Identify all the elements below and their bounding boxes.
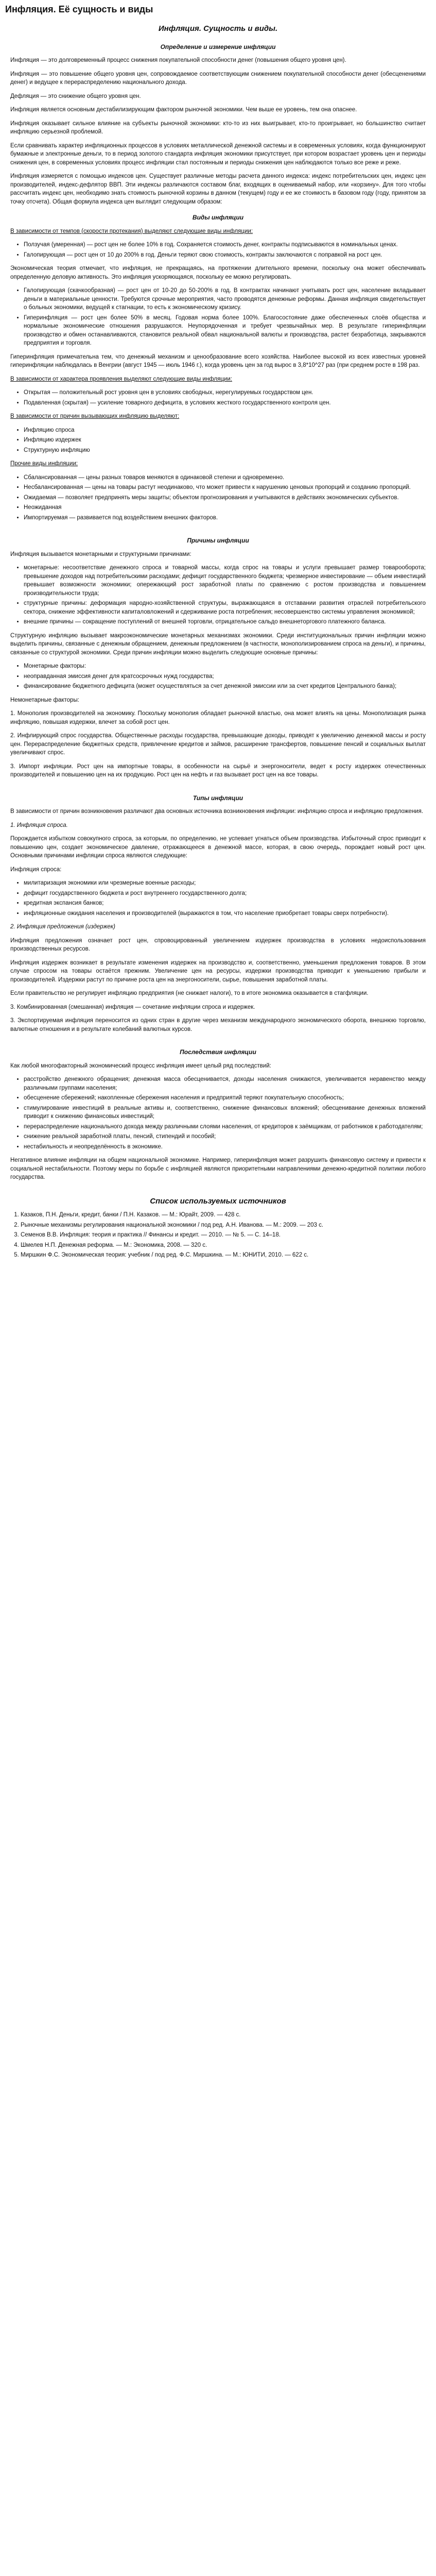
def-paragraph-5: Инфляция оказывает сильное влияние на субъекты рыночной экономики: кто-то из них выигрывает, кто-то проигрывает, но большинство считает инфляцию серьезной проблемой. (10, 120, 426, 135)
types-paragraph-6: Прочие виды инфляции: (10, 461, 78, 467)
list-item: • Ползучая (умеренная) — рост цен не более 10% в год. Сохраняется стоимость денег, контракты подписываются в номинальных ценах. (24, 241, 426, 249)
list-item: • кредитная экспансия банков; (24, 899, 426, 908)
list-item: • Подавленная (скрытая) — усиление товарного дефицита, в условиях жесткого государственного контроля цен. (24, 399, 426, 408)
list-item: • финансирование бюджетного дефицита (может осуществляться за счет денежной эмиссии или за счет кредитов Центрального банка); (24, 682, 426, 691)
causes-list-1 (10, 564, 426, 626)
list-item: • структурные причины: деформация народно-хозяйственной структуры, выражающаяся в отставании развития отраслей потребительского сектора, снижение эффективности капиталовложений и сдерживание роста потребления; несовершенство системы управления экономикой; (24, 599, 426, 616)
types-paragraph-3: Гиперинфляция примечательна тем, что денежный механизм и ценообразование всего хозяйства. Наиболее высокой из всех известных уровней гиперинфляции наблюдалась в Венгрии (август 1945 — июль 1946 г.), когда уровень цен за год вырос в 3,8*10^27 раз (при среднем росте в 198 раз. (10, 353, 426, 368)
effects-list-1 (10, 1075, 426, 1151)
list-item: • расстройство денежного обращения; денежная масса обесценивается, доходы населения снижаются, увеличивается неравенство между различными группами населения; (24, 1075, 426, 1092)
causes-paragraph-4: 1. Монополия производителей на экономику. Поскольку монополия обладает рыночной властью, она может влиять на цены. Монополизация рынка инфляцию, повышая издержки, влечет за собой рост цен. (10, 710, 426, 725)
document-body (10, 25, 426, 1260)
list-item: • Галопирующая (скачкообразная) — рост цен от 10-20 до 50-200% в год. В контрактах начинают учитывать рост цен, население вкладывает деньги в материальные ценности. Требуются срочные мероприятия, часто проводятся денежные реформы. Данная инфляция свидетельствует о больных экономики, ведущей к стагнации, то есть к экономическому кризису. (24, 286, 426, 312)
def-paragraph-1: Инфляция — это долговременный процесс снижения покупательной способности денег (повышения общего уровня цен). (10, 57, 346, 63)
causes-paragraph-1: Инфляция вызывается монетарными и структурными причинами: (10, 551, 191, 557)
list-item: • Инфляцию издержек (24, 436, 426, 445)
types-list-5 (10, 473, 426, 522)
def-paragraph-2: Инфляция — это повышение общего уровня цен, сопровождаемое соответствующим снижением покупательной способности денег (обесценениями денег) и ведущее к перераспределению национального дохода. (10, 71, 426, 86)
causes-paragraph-3: Немонетарные факторы: (10, 697, 79, 703)
section-title-causes: Причины инфляции (187, 537, 249, 544)
theories-paragraph-5: Инфляция издержек возникает в результате изменения издержек на производство и, соответственно, уменьшения предложения товаров. В этом случае спросом на товары остаётся прежним. Увеличение цен на ресурсы, издержки производства приводит к уменьшению прибыли и производителей. Издержки растут по причине роста цен на энергоносители, сырье, повышения заработной платы. (10, 959, 426, 983)
list-item: • Структурную инфляцию (24, 446, 426, 455)
theories-paragraph-7: 3. Комбинированная (смешанная) инфляция — сочетание инфляции спроса и издержек. (10, 1004, 255, 1010)
list-item: • нестабильность и неопределённость в экономике. (24, 1143, 426, 1151)
references-title: Список используемых источников (150, 1196, 286, 1206)
theories-paragraph-1: В зависимости от причин возникновения различают два основных источника возникновения инфляции: инфляцию спроса и инфляцию предложения. (10, 808, 424, 815)
theories-paragraph-6: Если правительство не регулирует инфляцию предприятия (не снижает налоги), то в итоге экономика оказывается в стагфляции. (10, 990, 369, 996)
section-title-definition: Определение и измерение инфляции (160, 43, 276, 50)
section-title-theories: Типы инфляции (193, 794, 243, 802)
list-item: • Импортируемая — развивается под воздействием внешних факторов. (24, 514, 426, 522)
section-title-types: Виды инфляции (192, 214, 244, 221)
page-title: Инфляция. Её сущность и виды (5, 4, 153, 14)
theories-paragraph-8: 3. Экспортируемая инфляция переносится из одних стран в другие через механизм международного экономического оборота, внешнюю торговлю, валютные отношения и в результате колебаний валютных курсов. (10, 1018, 426, 1032)
types-paragraph-2: Экономическая теория отмечает, что инфляция, не прекращаясь, на протяжении длительного времени, поскольку она может обеспечивать определенную деловую активность. Это инфляция ускоряющаяся, поскольку ее можно регулировать. (10, 265, 426, 280)
types-paragraph-5: В зависимости от причин вызывающих инфляцию выделяют: (10, 413, 180, 419)
list-item: • монетарные: несоответствие денежного спроса и товарной массы, когда спрос на товары и услуги превышает размер товарооборота; превышение доходов над потребительскими расходами; дефицит государственного бюджета; чрезмерное инвестирование — объем инвестиций превышает возможности экономики; опережающий рост заработной платы по сравнению с ростом производства и повышением производительности труда; (24, 564, 426, 598)
types-list-4 (10, 426, 426, 455)
reference-item: 1. Казаков, П.Н. Деньги, кредит, банки / П.Н. Казаков. — М.: Юрайт, 2009. — 428 с. (21, 1211, 426, 1219)
list-item: • Сбалансированная — цены разных товаров меняются в одинаковой степени и одновременно. (24, 473, 426, 482)
reference-item: 2. Рыночные механизмы регулирования национальной экономики / под ред. А.Н. Иванова. — М.: 2009. — 203 с. (21, 1221, 426, 1230)
list-item: • инфляционные ожидания населения и производителей (выражаются в том, что население приобретает товары сверх потребности). (24, 909, 426, 918)
def-paragraph-3: Дефляция — это снижение общего уровня цен. (10, 93, 141, 99)
doc-main-title: Инфляция. Сущность и виды. (158, 24, 278, 33)
theories-paragraph-2: Порождается избытком совокупного спроса, за которым, по определению, не успевает угнаться объем производства. Избыточный спрос приводит к повышению цен, создает экономическое давление, отражающееся в денежной массе, которая, в свою очередь, порождает новый рост цен. Основными причинами инфляции спроса являются следующие: (10, 836, 426, 859)
list-item: • стимулирование инвестиций в реальные активы и, соответственно, снижение финансовых вложений; обесценивание денежных вложений приводит к снижению финансовых инвестиций; (24, 1104, 426, 1121)
types-list-3 (10, 388, 426, 407)
list-item: • неоправданная эмиссия денег для кратсосрочных нужд государства; (24, 672, 426, 681)
list-item: • Галопирующая — рост цен от 10 до 200% в год. Деньги теряют свою стоимость, контракты заключаются с поправкой на рост цен. (24, 251, 426, 260)
causes-paragraph-6: 3. Импорт инфляции. Рост цен на импортные товары, в особенности на сырьё и энергоносители, ведет к росту издержек отечественных производителей и повышению цен на их продукцию. Рост цен на нефть и газ вызывает рост цен на все товары. (10, 763, 426, 778)
types-list-2 (10, 286, 426, 348)
list-item: • Монетарные факторы: (24, 662, 426, 671)
list-item: • милитаризация экономики или чрезмерные военные расходы; (24, 879, 426, 888)
list-item: • снижение реальной заработной платы, пенсий, стипендий и пособий; (24, 1132, 426, 1141)
list-item: • дефицит государственного бюджета и рост внутреннего государственного долга; (24, 889, 426, 898)
theories-subheading-1: 1. Инфляция спроса. (10, 822, 68, 828)
types-paragraph-4: В зависимости от характера проявления выделяют следующие виды инфляции: (10, 376, 232, 382)
list-item: • внешние причины — сокращение поступлений от внешней торговли, отрицательное сальдо внешнеторгового платежного баланса. (24, 618, 426, 626)
def-paragraph-4: Инфляция является основным дестабилизирующим фактором рыночной экономики. Чем выше ее уровень, тем она опаснее. (10, 107, 357, 113)
references-list (10, 1211, 426, 1260)
list-item: • Гиперинфляция — рост цен более 50% в месяц. Годовая норма более 100%. Благосостояние даже обеспеченных слоёв общества и нормальные экономические отношения разрушаются. Неупорядоченная и требует чрезвычайных мер. В результате гиперинфляции производство и обмен останавливаются, становится реальной обвал национальной валюты и производства, растет безработица, закрываются предприятия и торговля. (24, 314, 426, 348)
list-item: • обесценение сбережений; накопленные сбережения населения и предприятий теряют покупательную способность; (24, 1094, 426, 1103)
def-paragraph-7: Инфляция измеряется с помощью индексов цен. Существует различные методы расчета данного индекса: индекс потребительских цен, индекс цен производителей, индекс-дефлятор ВВП. Эти индексы различаются составом благ, входящих в оцениваемый набор, или «корзину». Для того чтобы рассчитать индекс цен, необходимо знать стоимость рыночной корзины в данном (текущем) году и ее же стоимость в базовом году (году, принятом за точку отсчета). Общая формула индекса цен выглядит следующим образом: (10, 173, 426, 205)
causes-paragraph-2: Структурную инфляцию вызывает макроэкономические монетарных механизмах экономики. Среди институциональных причин инфляции можно выделить причины, связанные с денежным обращением, денежным предложением (в частности, монополизированием спроса на деньги), и причины, связанные со структурой экономики. Среди причин инфляции можно выделить следующие основные причины: (10, 632, 426, 656)
reference-item: 3. Семенов В.В. Инфляция: теория и практика // Финансы и кредит. — 2010. — № 5. — С. 14–18. (21, 1231, 426, 1240)
def-paragraph-6: Если сравнивать характер инфляционных процессов в условиях металлической денежной системы и в современных условиях, когда функционируют бумажные и электронные деньги, то в период золотого стандарта инфляция экономики присутствует, при котором возрастает уровень цен и периоды снижения цен, в современных условиях процесс инфляции стал постоянным и периоды снижения цен наблюдаются только все реже и реже. (10, 142, 426, 166)
types-paragraph-1: В зависимости от темпов (скорости протекания) выделяют следующие виды инфляции: (10, 228, 253, 234)
causes-paragraph-5: 2. Инфлирующий спрос государства. Общественные расходы государства, превышающие доходы, приводят к увеличению денежной массы и росту цен. Перераспределение бюджетных средств, привлечение кредитов и займов, расширение трансфертов, повышение пенсий и социальных выплат увеличивают спрос. (10, 733, 426, 756)
list-item: • Ожидаемая — позволяет предпринять меры защиты; объектом прогнозирования и учитываются в действиях экономических субъектов. (24, 494, 426, 502)
theories-paragraph-4: Инфляция предложения означает рост цен, спровоцированный увеличением издержек производства в условиях недоиспользования производственных ресурсов. (10, 937, 426, 952)
causes-list-2 (10, 662, 426, 691)
list-item: • Инфляцию спроса (24, 426, 426, 435)
list-item: • Открытая — положительный рост уровня цен в условиях свободных, нерегулируемых государством цен. (24, 388, 426, 397)
types-list-1 (10, 241, 426, 259)
effects-paragraph-1: Как любой многофакторный экономический процесс инфляция имеет целый ряд последствий: (10, 1062, 271, 1069)
theories-list-1 (10, 879, 426, 918)
theories-paragraph-3: Инфляция спроса: (10, 866, 62, 873)
list-item: • Неожиданная (24, 503, 426, 512)
section-title-effects: Последствия инфляции (180, 1048, 256, 1056)
theories-subheading-2: 2. Инфляция предложения (издержек) (10, 924, 116, 930)
reference-item: 4. Шмелев Н.П. Денежная реформа. — М.: Экономика, 2008. — 320 с. (21, 1241, 426, 1250)
list-item: • перераспределение национального дохода между различными слоями населения, от кредиторов к заёмщикам, от работников к работодателям; (24, 1123, 426, 1131)
reference-item: 5. Миршкин Ф.С. Экономическая теория: учебник / под ред. Ф.С. Миршкина. — М.: ЮНИТИ, 2010. — 622 с. (21, 1251, 426, 1260)
effects-paragraph-2: Негативное влияние инфляции на общем национальной экономике. Например, гиперинфляция может разрушить финансовую систему и привести к социальной нестабильности. Поэтому меры по борьбе с инфляцией являются приоритетными направлениями денежно-кредитной политики любого государства. (10, 1157, 426, 1180)
list-item: • Несбалансированная — цены на товары растут неодинаково, что может привести к нарушению ценовых пропорций и созданию пропорций. (24, 483, 426, 492)
